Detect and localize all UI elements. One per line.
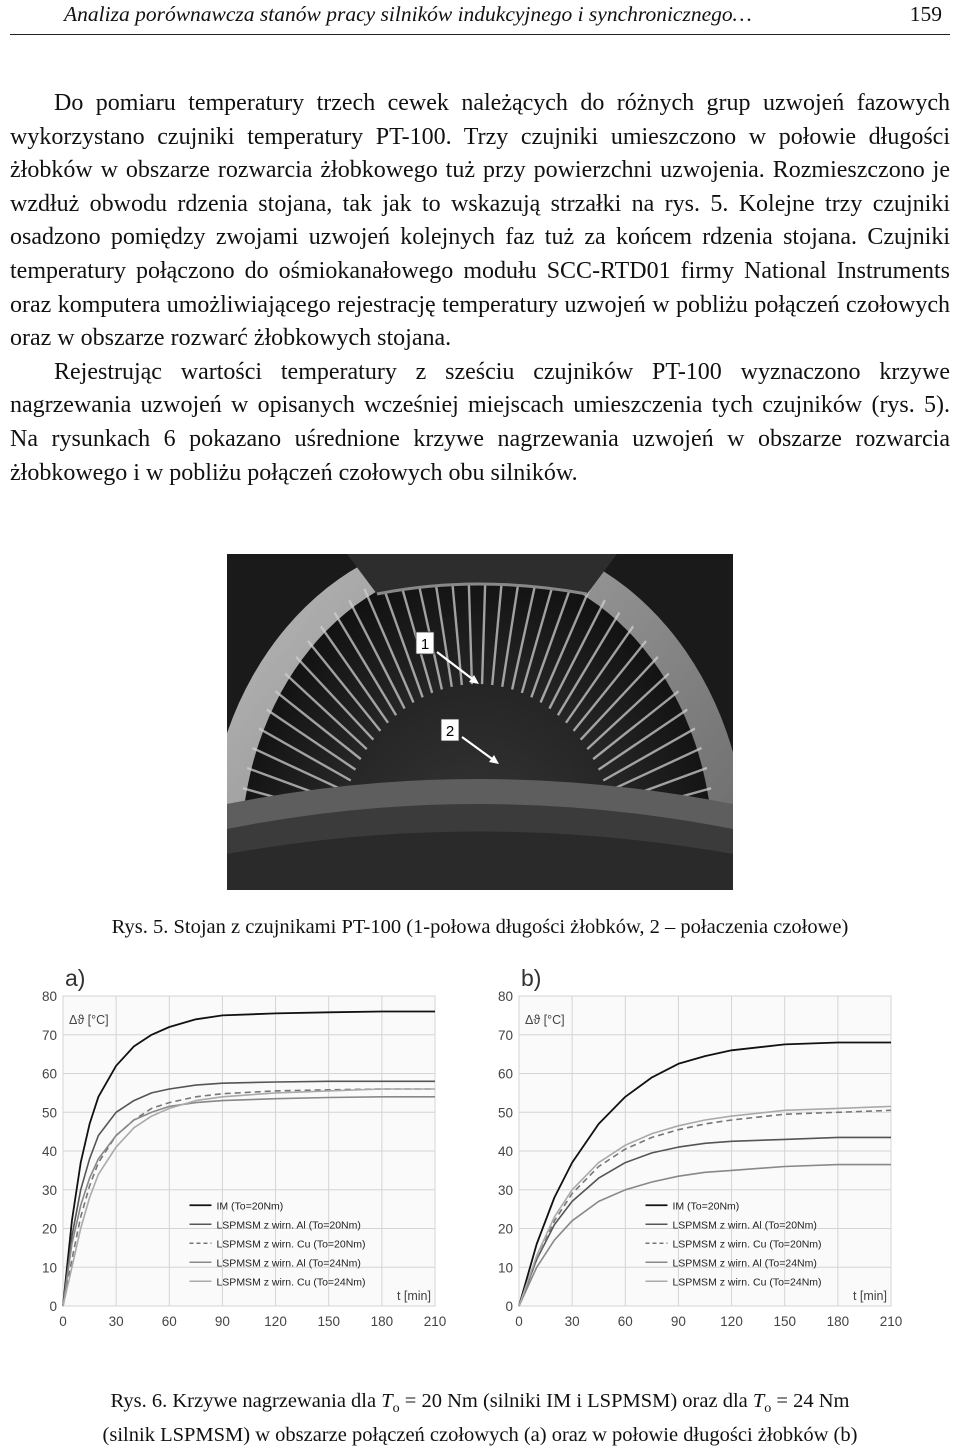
y-tick-label: 30 <box>41 1182 57 1198</box>
legend-label-5: LSPMSM z wirn. Cu (To=24Nm) <box>672 1276 822 1289</box>
y-tick-label: 20 <box>41 1221 57 1237</box>
paragraph-2: Rejestrując wartości temperatury z sześciu czujników PT-100 wyznaczono krzywe nagrzewania uzwojeń w opisanych wcześniej miejscach umieszczenia tych czujników (rys. 5). Na rysunkach 6 pokazano uśrednione krzywe nagrzewania uzwojeń w obszarze rozwarcia żłobkowego i w pobliżu połączeń czołowych obu silników. <box>10 358 950 486</box>
header-title: Analiza porównawcza stanów pracy silników indukcyjnego i synchronicznego… <box>64 2 752 26</box>
legend-label-4: LSPMSM z wirn. Al (To=24Nm) <box>216 1257 361 1270</box>
figure-5-caption: Rys. 5. Stojan z czujnikami PT-100 (1-połowa długości żłobków, 2 – połaczenia czołowe) <box>111 916 849 938</box>
x-axis-label: t [min] <box>396 1289 431 1303</box>
chart-b <box>486 966 926 1336</box>
x-tick-label: 210 <box>879 1314 903 1329</box>
x-tick-label: 150 <box>317 1314 340 1329</box>
running-header <box>10 0 950 35</box>
legend-label-5: LSPMSM z wirn. Cu (To=24Nm) <box>216 1276 366 1289</box>
y-tick-label: 70 <box>41 1027 57 1043</box>
panel-label: b) <box>521 966 542 991</box>
marker-2-label: 2 <box>445 723 455 740</box>
stator-photo-illustration <box>227 554 733 890</box>
y-tick-label: 60 <box>41 1066 57 1082</box>
legend-label-1: IM (To=20Nm) <box>672 1200 740 1213</box>
stator-photo <box>227 554 733 890</box>
x-tick-label: 210 <box>423 1314 447 1329</box>
legend-label-3: LSPMSM z wirn. Cu (To=20Nm) <box>216 1238 366 1251</box>
t-subscript-2: o <box>764 1401 772 1417</box>
x-tick-label: 180 <box>370 1314 394 1329</box>
chart-b-svg <box>486 966 926 1336</box>
y-tick-label: 80 <box>41 989 57 1004</box>
y-tick-label: 30 <box>497 1182 513 1198</box>
x-tick-label: 30 <box>564 1314 580 1329</box>
x-tick-label: 60 <box>617 1314 633 1329</box>
figure-6-caption-line2: (silnik LSPMSM) w obszarze połączeń czołowych (a) oraz w połowie długości żłobków (b) <box>102 1424 858 1447</box>
y-tick-label: 10 <box>41 1260 57 1276</box>
t-symbol-1: T <box>381 1390 393 1412</box>
legend-label-3: LSPMSM z wirn. Cu (To=20Nm) <box>672 1238 822 1251</box>
y-axis-label: Δϑ [°C] <box>69 1013 109 1027</box>
y-tick-label: 20 <box>497 1221 513 1237</box>
y-tick-label: 0 <box>505 1299 513 1314</box>
panel-label: a) <box>65 966 86 991</box>
y-tick-label: 40 <box>41 1144 57 1159</box>
y-tick-label: 80 <box>497 989 513 1004</box>
y-tick-label: 60 <box>497 1066 513 1082</box>
x-tick-label: 90 <box>670 1314 686 1329</box>
legend-label-2: LSPMSM z wirn. Al (To=20Nm) <box>672 1219 817 1232</box>
x-tick-label: 150 <box>773 1314 796 1329</box>
t-symbol-2: T <box>752 1390 765 1412</box>
figure-6-caption-mid2: = 24 Nm <box>771 1390 850 1412</box>
page-number: 159 <box>909 2 942 26</box>
y-tick-label: 0 <box>49 1299 57 1314</box>
t-subscript-1: o <box>392 1401 400 1417</box>
chart-a <box>30 966 470 1336</box>
x-tick-label: 0 <box>515 1314 523 1329</box>
figure-6-caption-mid1: = 20 Nm (silniki IM i LSPMSM) oraz dla <box>399 1390 753 1412</box>
y-tick-label: 50 <box>497 1105 513 1121</box>
marker-1-label: 1 <box>420 636 430 653</box>
x-axis-label: t [min] <box>852 1289 887 1303</box>
x-tick-label: 0 <box>59 1314 67 1329</box>
y-axis-label: Δϑ [°C] <box>525 1013 565 1027</box>
paragraph-1: Do pomiaru temperatury trzech cewek należących do różnych grup uzwojeń fazowych wykorzystano czujniki temperatury PT-100. Trzy czujniki umieszczono w połowie długości żłobków w obszarze rozwarcia żłobkowego tuż przy powierzchni uzwojenia. Rozmieszczono je wzdłuż obwodu rdzenia stojana, tak jak to wskazują strzałki na rys. 5. Kolejne trzy czujniki osadzono pomiędzy zwojami uzwojeń kolejnych faz tuż za końcem rdzenia stojana. Czujniki temperatury połączono do ośmiokanałowego modułu SCC-RTD01 firmy National Instruments oraz komputera umożliwiającego rejestrację temperatury uzwojeń w pobliżu połączeń czołowych oraz w obszarze rozwarć żłobkowych stojana. <box>10 90 950 352</box>
x-tick-label: 60 <box>161 1314 177 1329</box>
body-text <box>10 87 950 490</box>
legend-label-4: LSPMSM z wirn. Al (To=24Nm) <box>672 1257 817 1270</box>
legend-label-2: LSPMSM z wirn. Al (To=20Nm) <box>216 1219 361 1232</box>
y-tick-label: 70 <box>497 1027 513 1043</box>
y-tick-label: 50 <box>41 1105 57 1121</box>
x-tick-label: 120 <box>264 1314 287 1329</box>
x-tick-label: 90 <box>214 1314 230 1329</box>
x-tick-label: 120 <box>720 1314 743 1329</box>
x-tick-label: 180 <box>826 1314 850 1329</box>
y-tick-label: 10 <box>497 1260 513 1276</box>
chart-a-svg <box>30 966 470 1336</box>
y-tick-label: 40 <box>497 1144 513 1159</box>
figure-6-caption-prefix: Rys. 6. Krzywe nagrzewania dla <box>110 1390 382 1412</box>
x-tick-label: 30 <box>108 1314 124 1329</box>
legend-label-1: IM (To=20Nm) <box>216 1200 284 1213</box>
